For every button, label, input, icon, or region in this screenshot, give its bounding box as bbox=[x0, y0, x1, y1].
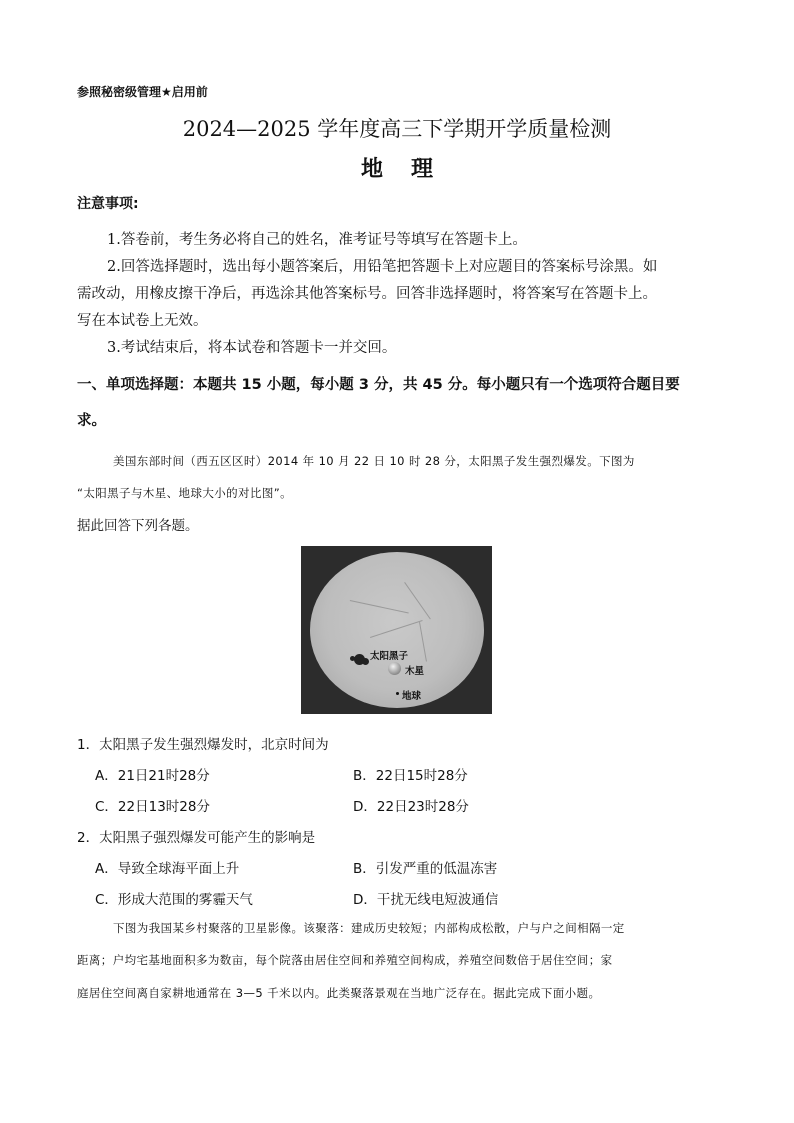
question-1-option-b: B．22日15时28分 bbox=[353, 768, 468, 784]
sunspot bbox=[350, 656, 355, 661]
surface-line bbox=[419, 622, 427, 662]
question-1-option-c: C．22日13时28分 bbox=[95, 799, 210, 815]
earth-label: 地球 bbox=[402, 691, 422, 702]
question-2-option-c: C．形成大范围的雾霾天气 bbox=[95, 892, 253, 908]
subject-title: 地理 bbox=[360, 156, 461, 182]
sunspot-label: 太阳黑子 bbox=[370, 651, 409, 662]
sun-disk bbox=[310, 552, 484, 708]
note-item-2-line-2: 需改动，用橡皮擦干净后，再选涂其他答案标号。回答非选择题时，将答案写在答题卡上。 bbox=[77, 286, 657, 302]
passage2-line-2: 距离；户均宅基地面积多为数亩，每个院落由居住空间和养殖空间构成，养殖空间数倍于居住空间；家 bbox=[77, 953, 613, 967]
sunspot-comparison-figure bbox=[301, 546, 492, 714]
question-2-option-b: B．引发严重的低温冻害 bbox=[353, 861, 498, 877]
confidentiality-label: 参照秘密级管理★启用前 bbox=[77, 85, 208, 99]
question-1-option-a: A．21日21时28分 bbox=[95, 768, 210, 784]
earth bbox=[396, 692, 399, 695]
passage2-line-3: 庭居住空间离自家耕地通常在 3—5 千米以内。此类聚落景观在当地广泛存在。据此完成下面小题。 bbox=[77, 986, 601, 1000]
section-heading-line-2: 求。 bbox=[77, 413, 106, 429]
section-heading-line-1: 一、单项选择题：本题共 15 小题，每小题 3 分，共 45 分。每小题只有一个选项符合题目要 bbox=[77, 377, 680, 393]
surface-line bbox=[370, 620, 423, 638]
exam-title: 2024—2025 学年度高三下学期开学质量检测 bbox=[182, 117, 612, 141]
notes-heading: 注意事项: bbox=[77, 196, 139, 212]
jupiter-label: 木星 bbox=[405, 666, 425, 677]
passage2-line-1: 下图为我国某乡村聚落的卫星影像。该聚落：建成历史较短；内部构成松散，户与户之间相隔一定 bbox=[113, 921, 625, 935]
note-item-2-line-1: 2.回答选择题时，选出每小题答案后，用铅笔把答题卡上对应题目的答案标号涂黑。如 bbox=[107, 259, 658, 275]
question-1-stem: 1．太阳黑子发生强烈爆发时，北京时间为 bbox=[77, 737, 329, 753]
note-item-2-line-3: 写在本试卷上无效。 bbox=[77, 313, 208, 329]
passage1-line-1: 美国东部时间（西五区区时）2014 年 10 月 22 日 10 时 28 分，太阳黑子发生强烈爆发。下图为 bbox=[113, 454, 635, 468]
jupiter bbox=[388, 662, 401, 675]
surface-line bbox=[404, 582, 431, 619]
surface-line bbox=[350, 600, 409, 613]
question-2-stem: 2．太阳黑子强烈爆发可能产生的影响是 bbox=[77, 830, 316, 846]
passage1-line-3: 据此回答下列各题。 bbox=[77, 518, 199, 534]
question-2-option-d: D．干扰无线电短波通信 bbox=[353, 892, 499, 908]
sunspot bbox=[362, 658, 369, 665]
note-item-1: 1.答卷前，考生务必将自己的姓名，准考证号等填写在答题卡上。 bbox=[107, 232, 527, 248]
note-item-3: 3.考试结束后，将本试卷和答题卡一并交回。 bbox=[107, 340, 397, 356]
question-2-option-a: A．导致全球海平面上升 bbox=[95, 861, 240, 877]
question-1-option-d: D．22日23时28分 bbox=[353, 799, 469, 815]
passage1-line-2: “太阳黑子与木星、地球大小的对比图”。 bbox=[77, 486, 293, 500]
